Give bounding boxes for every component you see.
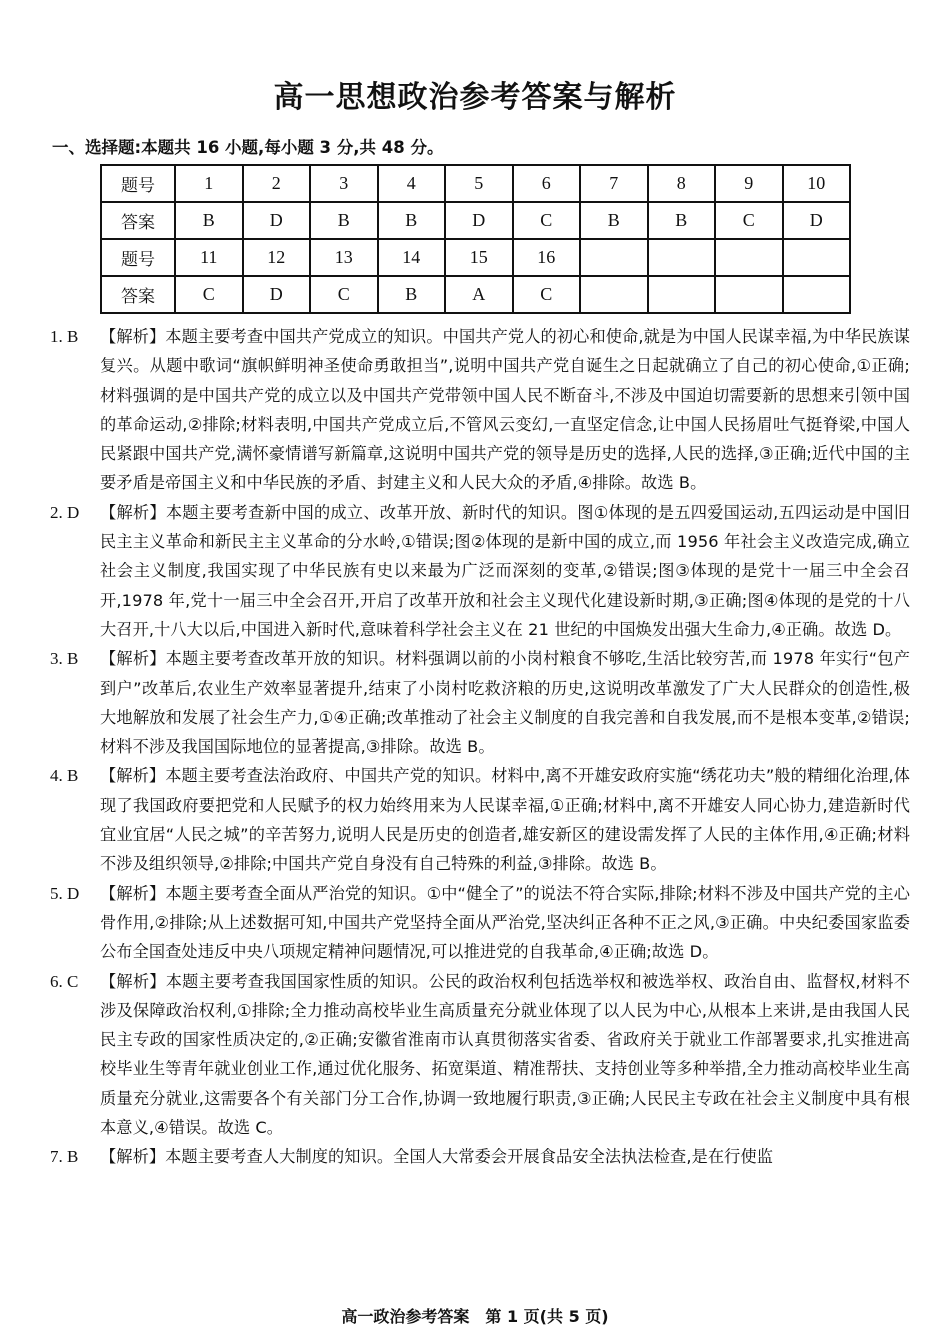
table-cell [783,276,851,313]
explanation-item [50,967,910,1143]
table-row [101,202,850,239]
table-cell: C [513,202,581,239]
explanation-item [50,644,910,761]
explanation-text: 【解析】本题主要考查改革开放的知识。材料强调以前的小岗村粮食不够吃,生活比较穷苦,而 1978 年实行“包产到户”改革后,农业生产效率显著提升,结束了小岗村吃救济粮的历史,这说明改革激发了广大人民群众的创造性,极大地解放和发展了社会生产力,①④正确;改革推动了社会主义制度的自我完善和自我发展,而不是根本变革,②错误;材料不涉及我国国际地位的显著提高,③排除。故选 B。 [100,649,910,757]
table-row [101,276,850,313]
table-cell [715,276,783,313]
table-cell: C [715,202,783,239]
table-cell: 10 [783,165,851,202]
table-cell: 3 [310,165,378,202]
table-cell: 7 [580,165,648,202]
table-cell [648,276,716,313]
table-cell: 6 [513,165,581,202]
row-label: 题号 [101,239,175,276]
table-cell: D [783,202,851,239]
table-cell: 12 [243,239,311,276]
explanation-item [50,1142,910,1171]
explanation-text: 【解析】本题主要考查全面从严治党的知识。①中“健全了”的说法不符合实际,排除;材料不涉及中国共产党的主心骨作用,②排除;从上述数据可知,中国共产党坚持全面从严治党,坚决纠正各种不正之风,③正确。中央纪委国家监委公布全国查处违反中央八项规定精神问题情况,可以推进党的自我革命,④正确;故选 D。 [100,883,910,962]
table-cell: 11 [175,239,243,276]
question-number: 3. B [50,649,79,669]
table-cell: D [243,276,311,313]
table-cell: C [310,276,378,313]
row-label: 答案 [101,202,175,239]
table-cell: 4 [378,165,446,202]
table-cell [580,276,648,313]
table-cell: B [378,202,446,239]
table-cell: B [580,202,648,239]
table-cell: 9 [715,165,783,202]
explanation-item [50,761,910,878]
answer-table [100,164,851,314]
row-label: 答案 [101,276,175,313]
question-number: 5. D [50,883,80,903]
table-row [101,239,850,276]
table-cell: 14 [378,239,446,276]
table-cell: B [175,202,243,239]
row-label: 题号 [101,165,175,202]
page-title: 高一思想政治参考答案与解析 [273,80,677,115]
table-cell: D [243,202,311,239]
explanation-list [50,322,910,1172]
table-cell: C [513,276,581,313]
table-cell: 16 [513,239,581,276]
page-footer: 高一政治参考答案 第 1 页(共 5 页) [341,1307,609,1326]
table-cell: 8 [648,165,716,202]
explanation-text: 【解析】本题主要考查中国共产党成立的知识。中国共产党人的初心和使命,就是为中国人民谋幸福,为中华民族谋复兴。从题中歌词“旗帜鲜明神圣使命勇敢担当”,说明中国共产党自诞生之日起就确立了自己的初心使命,①正确;材料强调的是中国共产党的成立以及中国共产党带领中国人民不断奋斗,不涉及中国迫切需要新的思想来引领中国的革命运动,②排除;材料表明,中国共产党成立后,不管风云变幻,一直坚定信念,让中国人民扬眉吐气挺脊梁,中国人民紧跟中国共产党,满怀豪情谱写新篇章,这说明中国共产党的领导是历史的选择,人民的选择,③正确;近代中国的主要矛盾是帝国主义和中华民族的矛盾、封建主义和人民大众的矛盾,④排除。故选 B。 [100,327,910,493]
table-cell: B [648,202,716,239]
question-number: 6. C [50,971,79,991]
table-cell: B [310,202,378,239]
table-cell: C [175,276,243,313]
explanation-item [50,322,910,498]
explanation-text: 【解析】本题主要考查新中国的成立、改革开放、新时代的知识。图①体现的是五四爱国运动,五四运动是中国旧民主主义革命和新民主主义革命的分水岭,①错误;图②体现的是新中国的成立,而 1956 年社会主义改造完成,确立社会主义制度,我国实现了中华民族有史以来最为广泛而深刻的变革,②错误;图③体现的是党十一届三中全会召开,1978 年,党十一届三中全会召开,开启了改革开放和社会主义现代化建设新时期,③正确;图④体现的是党的十八大召开,十八大以后,中国进入新时代,意味着科学社会主义在 21 世纪的中国焕发出强大生命力,④正确。故选 D。 [100,502,910,639]
table-cell: B [378,276,446,313]
table-cell: 15 [445,239,513,276]
table-cell: 13 [310,239,378,276]
question-number: 2. D [50,502,80,522]
table-cell: 5 [445,165,513,202]
question-number: 7. B [50,1147,79,1167]
section-heading: 一、选择题:本题共 16 小题,每小题 3 分,共 48 分。 [52,138,444,157]
explanation-text: 【解析】本题主要考查我国国家性质的知识。公民的政治权利包括选举权和被选举权、政治自由、监督权,材料不涉及保障政治权利,①排除;全力推动高校毕业生高质量充分就业体现了以人民为中心,从根本上来讲,是由我国人民民主专政的国家性质决定的,②正确;安徽省淮南市认真贯彻落实省委、省政府关于就业工作部署要求,扎实推进高校毕业生等青年就业创业工作,通过优化服务、拓宽渠道、精准帮扶、支持创业等多种举措,全力推动高校毕业生高质量充分就业,这需要各个有关部门分工合作,协调一致地履行职责,③正确;人民民主专政在社会主义制度中具有根本意义,④错误。故选 C。 [100,971,910,1138]
explanation-text: 【解析】本题主要考查法治政府、中国共产党的知识。材料中,离不开雄安政府实施“绣花功夫”般的精细化治理,体现了我国政府要把党和人民赋予的权力始终用来为人民谋幸福,①正确;材料中,离不开雄安人同心协力,建造新时代宜业宜居“人民之城”的辛苦努力,说明人民是历史的创造者,雄安新区的建设需发挥了人民的主体作用,④正确;材料不涉及组织领导,②排除;中国共产党自身没有自己特殊的利益,③排除。故选 B。 [100,766,910,874]
question-number: 4. B [50,766,79,786]
table-cell [783,239,851,276]
table-cell: 1 [175,165,243,202]
table-cell: 2 [243,165,311,202]
explanation-item [50,879,910,967]
table-cell: D [445,202,513,239]
explanation-text: 【解析】本题主要考查人大制度的知识。全国人大常委会开展食品安全法执法检查,是在行使监 [100,1147,774,1167]
question-number: 1. B [50,327,79,346]
table-cell [580,239,648,276]
table-row [101,165,850,202]
table-cell: A [445,276,513,313]
table-cell [715,239,783,276]
explanation-item [50,498,910,644]
table-cell [648,239,716,276]
